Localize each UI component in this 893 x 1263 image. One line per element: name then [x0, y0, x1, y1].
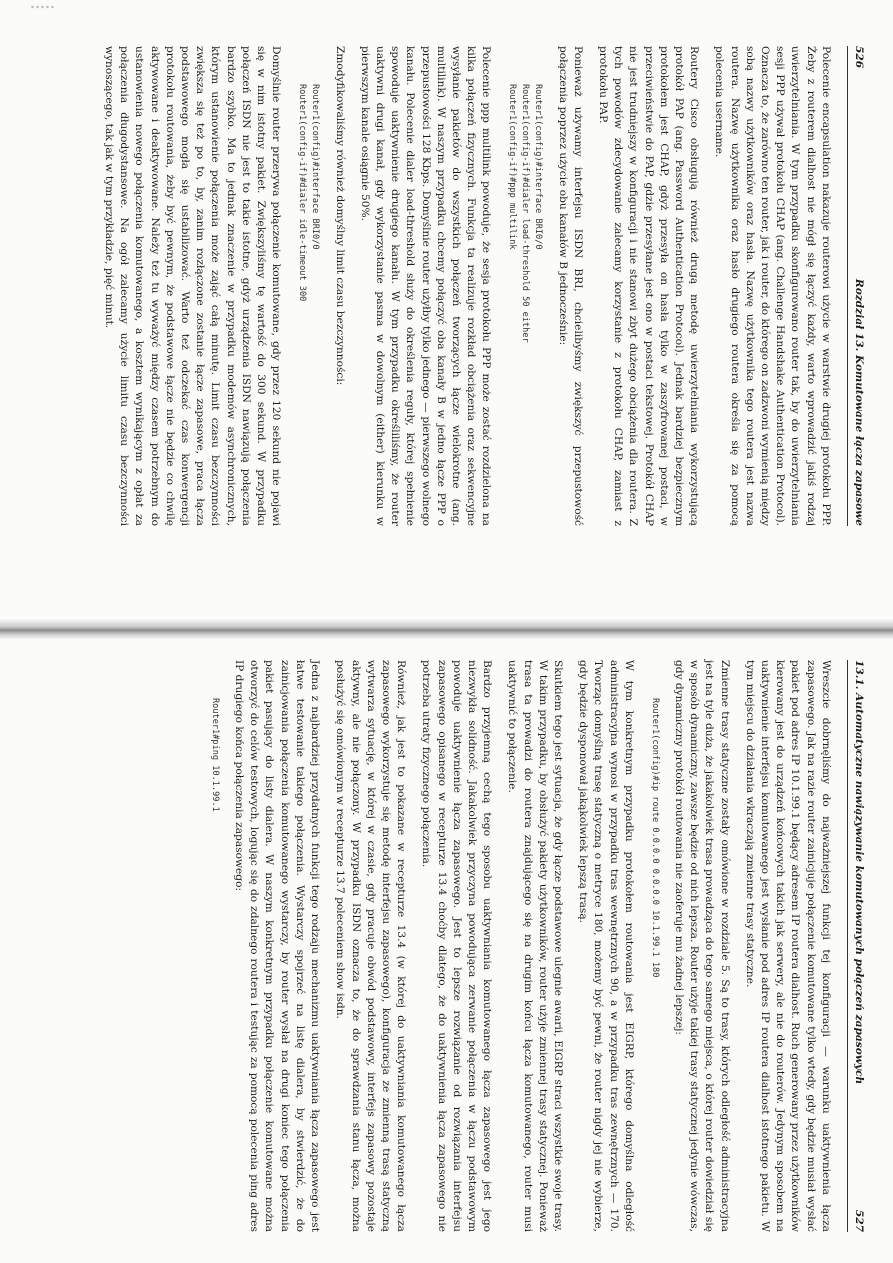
code-line: Router1(config-if)#dialer load-threshold 50 either — [520, 84, 531, 343]
paragraph: Bardzo przyjemną cechą tego sposobu uaktywniania komutowanego łącza zapasowego jest jego niezwykła solidność. Jakakolwiek przyczyna powodująca zerwanie połączenia w łączu podstawowym powoduje uaktywnienie łącza zapasowego. Jest to lepsze rozwiązanie od rozwiązania interfejsu zapasowego opisanego w recepturze 13.4 choćby dlatego, że do uaktywnienia łącza zapasowego nie potrzeba utraty fizycznego połączenia. — [420, 660, 494, 1232]
paragraph: Zmienne trasy statyczne zostały omówione w rozdziale 5. Są to trasy, których odległość administracyjna jest na tyle duża, że jakakolwiek trasa prowadząca do tego samego miejsca, o której router dowiedział się w sposób dynamiczny, zawsze będzie od nich lepsza. Router użyje takiej trasy statycznej jedynie wówczas, gdy dynamiczny protokół routowania nie zaoferuje mu żadnej lepszej: — [672, 660, 731, 1232]
code-line: Router1#ping 10.1.99.1 — [209, 698, 220, 812]
paragraph: Domyślnie router przerywa połączenie komutowane, gdy przez 120 sekund nie pojawi się w nim istotny pakiet. Zwiększyliśmy tę wartość do 300 sekund. W przypadku połączeń ISDN nie jest to takie istotne, gdyż urządzenia ISDN nawiązują połączenia bardzo szybko. Ma to jednak znaczenie w przypadku modemów asynchronicznych, którym ustanowienie połączenia może zająć całą minutę. Limit czasu bezczynności zwiększa się też po to, by, zanim rozłączone zostanie łącze zapasowe, praca łącza podstawowego mogła się ustabilizować. Warto też odczekać czas konwergencji protokołu routowania, żeby być pewnym, że podstawowe łącze nie będzie co chwilę aktywowane i deaktywowane. Należy też tu wyważyć między czasem potrzebnym do ustanowienia nowego połączenia komutowanego, a kosztem wynikającym z opłat za połączenia długodystansowe. Na ogół zalecamy użycie limitu czasu bezczynności wynoszącego, tak jak w tym przykładzie, pięć minut. — [103, 46, 283, 526]
code-line: Router1(config)#ip route 0.0.0.0 0.0.0.0 10.1.99.1 180 — [649, 698, 660, 978]
page-526 — [52, 36, 872, 536]
paragraph: Jedna z najbardziej przydatnych funkcji tego rodzaju mechanizmu uaktywniania łącza zapasowego jest łatwe testowanie takiego połączenia. Wystarczy spojrzeć na listę dialera, by stwierdzić, że do zainicjowania połączenia komutowanego wystarczy, by router wysłał na drugi koniec tego połączenia pakiet pasujący do listy dialera. W naszym konkretnym przypadku połączenie komutowane można otworzyć do celów testowych, logując się do zdalnego routera i testując za pomocą polecenia ping adres IP drugiego końca połączenia zapasowego: — [233, 660, 322, 1232]
running-title: Rozdział 13. Komutowane łącza zapasowe — [853, 278, 865, 526]
running-title: 13.1. Automatyczne nawiązywanie komutowanych połączeń zapasowych — [853, 660, 865, 1085]
code-line: Router1(config-if)#dialer idle-timeout 300 — [297, 84, 308, 302]
code-block — [295, 84, 321, 526]
code-block — [208, 698, 221, 1232]
paragraph: Zmodyfikowaliśmy również domyślny limit czasu bezczynności: — [333, 46, 346, 386]
paragraph: Ponieważ używamy interfejsu ISDN BRI, chcielibyśmy zwiększyć przepustowość połączenia poprzez użycie obu kanałów B jednocześnie: — [556, 46, 584, 526]
scan-artifact — [30, 4, 56, 10]
paragraph: Skutkiem tego jest sytuacja, że gdy łącze podstawowe ulegnie awarii, EIGRP straci wszystkie swoje trasy. W takim przypadku, by obsłużyć pakiety użytkowników, router użyje zmiennej trasy statycznej. Ponieważ trasa ta prowadzi do routera znajdującego się na drugim końcu łącza komutowanego, router musi uaktywnić to połączenie. — [506, 660, 564, 1232]
paragraph: Polecenie encapsulation nakazuje routerowi użycie w warstwie drugiej protokołu PPP. Żeby z routerem dialhost nie mógł się łączyć każdy, warto wprowadzić jakiś rodzaj uwierzytelniania. W tym przypadku skonfigurowano router tak, by do uwierzytelniania sesji PPP używał protokołu CHAP (ang. Challenge Handshake Authentication Protocol). Oznacza to, że zarówno ten router, jak i router, do którego on zadzwoni wymienią między sobą nazwy użytkowników oraz hasła. Nazwę użytkownika tego routera jest nazwa routera. Nazwę użytkownika oraz hasło drugiego routera określa się za pomocą polecenia username. — [713, 46, 832, 526]
page-number: 526 — [853, 46, 865, 69]
paragraph: Wreszcie dobrnęliśmy do najważniejszej funkcji tej konfiguracji — warunku uaktywnienia łącza zapasowego. Jak na razie router zainicjuje połączenie komutowane tylko wtedy, gdy będzie musiał wysłać pakiet pod adres IP 10.1.99.1 będący adresem IP routera dialhost. Ruch generowany przez użytkowników kierowany jest do urządzeń końcowych takich jak serwery, ale nie do routerów. Jedynym sposobem na uaktywnienie interfejsu komutowanego jest wysłanie pod adres IP routera dialhost istotnego pakietu. W tym miejscu do działania wkraczają zmienne trasy statyczne. — [743, 660, 832, 1232]
code-block — [505, 84, 544, 526]
page-number: 527 — [853, 1209, 865, 1232]
paragraph: W tym konkretnym przypadku protokołem routowania jest EIGRP, którego domyślna odległość administracyjna wynosi w przypadku tras wewnętrznych 90, a w przypadku tras zewnętrznych — 170. Tworząc domyślną trasę statyczną o metryce 180, możemy być pewni, że router nigdy jej nie wybierze, gdy będzie dysponował jakąkolwiek lepszą trasą. — [577, 660, 635, 1232]
code-line: Router1(config-if)#ppp multilink — [507, 84, 518, 250]
paragraph: Również, jak jest to pokazane w recepturze 13.4 (w której do uaktywniania komutowanego łącza zapasowego wykorzystuje się metodę interfejsu zapasowego), konfiguracja ze zmienną trasą statyczną wytwarza sytuację, w której w czasie, gdy pracuje obwód podstawowy, interfejs zapasowy pozostaje aktywny, ale nie połączony. W przypadku ISDN oznacza to, że do sprawdzania stanu łącza, można posłużyć się omówionym w recepturze 13.7 poleceniem show isdn. — [334, 660, 408, 1232]
code-line: Router1(config)#interface BRI0/0 — [533, 84, 544, 250]
paragraph: Polecenie ppp multilink powoduje, że sesja protokołu PPP może zostać rozdzielona na kilka połączeń fizycznych. Funkcja ta realizuje rozkład obciążenia oraz sekwencyjne wysyłanie pakietów do wszystkich połączeń tworzących łącze wielokrotne (ang. multilink). W naszym przypadku chcemy połączyć oba kanały B w jedno łącze PPP o przepustowości 128 Kbps. Domyślnie router użyłby tylko jednego — pierwszego wolnego kanału. Polecenie dialer load-threshold służy do określenia reguły, której spełnienie spowoduje uaktywnienie drugiego kanału. W tym przypadku określiliśmy, że router uaktywni drugi kanał, gdy wykorzystanie pasma w dowolnym (either) kierunku w pierwszym kanale osiągnie 50%. — [358, 46, 493, 526]
page-gutter — [0, 618, 893, 640]
running-header — [847, 46, 866, 526]
code-block — [648, 698, 661, 1232]
code-line: Router1(config)#interface BRI0/0 — [310, 84, 321, 250]
paragraph: Routery Cisco obsługują również drugą metodę uwierzytelniania wykorzystującą protokół PAP (ang. Password Authentication Protocol). Jednak bardziej bezpiecznym protokołem jest CHAP, gdyż przesyła on hasła tylko w zaszyfrowanej postaci, w przeciwieństwie do PAP, gdzie przesyłane jest ono w postaci tekstowej. Protokół CHAP nie jest trudniejszy w konfiguracji i nie stanowi zbyt dużego obciążenia dla routera. Z tych powodów zdecydowanie zalecamy korzystanie z protokołu CHAP, zamiast z protokołu PAP. — [596, 46, 701, 526]
running-header — [847, 660, 866, 1232]
page-527 — [52, 650, 872, 1242]
